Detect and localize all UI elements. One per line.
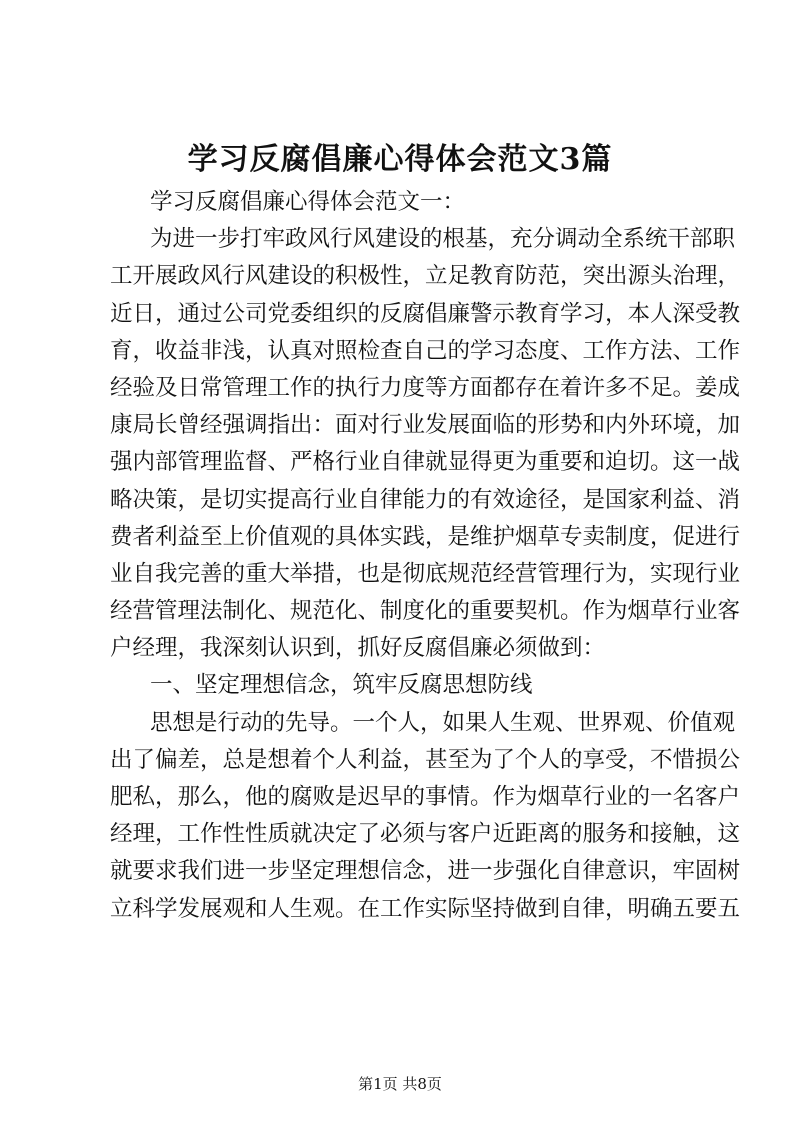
body-line: 经验及日常管理工作的执行力度等方面都存在着许多不足。姜成 xyxy=(110,374,741,401)
body-line: 近日，通过公司党委组织的反腐倡廉警示教育学习，本人深受教 xyxy=(110,300,741,327)
document-body xyxy=(110,184,741,928)
body-line: 学习反腐倡廉心得体会范文一： xyxy=(150,189,466,215)
body-line: 业自我完善的重大举措，也是彻底规范经营管理行为，实现行业 xyxy=(110,560,741,587)
body-line: 费者利益至上价值观的具体实践，是维护烟草专卖制度，促进行 xyxy=(110,523,741,550)
document-title: 学习反腐倡廉心得体会范文3篇 xyxy=(187,142,613,177)
body-line: 思想是行动的先导。一个人，如果人生观、世界观、价值观 xyxy=(150,709,736,736)
body-line: 略决策，是切实提高行业自律能力的有效途径，是国家利益、消 xyxy=(110,486,741,513)
page-footer: 第1页 共8页 xyxy=(358,1075,442,1093)
body-line: 一、坚定理想信念，筑牢反腐思想防线 xyxy=(150,672,533,699)
body-line: 立科学发展观和人生观。在工作实际坚持做到自律，明确五要五 xyxy=(110,895,741,922)
body-line: 肥私，那么，他的腐败是迟早的事情。作为烟草行业的一名客户 xyxy=(110,784,741,810)
body-line: 工开展政风行风建设的积极性，立足教育防范，突出源头治理， xyxy=(110,263,741,290)
body-line: 康局长曾经强调指出：面对行业发展面临的形势和内外环境，加 xyxy=(110,412,741,439)
body-line: 强内部管理监督、严格行业自律就显得更为重要和迫切。这一战 xyxy=(110,449,741,476)
body-line: 经营管理法制化、规范化、制度化的重要契机。作为烟草行业客 xyxy=(110,598,741,625)
body-line: 育，收益非浅，认真对照检查自己的学习态度、工作方法、工作 xyxy=(110,337,741,364)
body-line: 出了偏差，总是想着个人利益，甚至为了个人的享受，不惜损公 xyxy=(110,746,741,773)
body-line: 为进一步打牢政风行风建设的根基，充分调动全系统干部职 xyxy=(150,226,736,253)
body-line: 经理，工作性性质就决定了必须与客户近距离的服务和接触，这 xyxy=(110,821,741,848)
body-line: 户经理，我深刻认识到，抓好反腐倡廉必须做到： xyxy=(110,635,606,662)
body-line: 就要求我们进一步坚定理想信念，进一步强化自律意识，牢固树 xyxy=(110,858,741,885)
